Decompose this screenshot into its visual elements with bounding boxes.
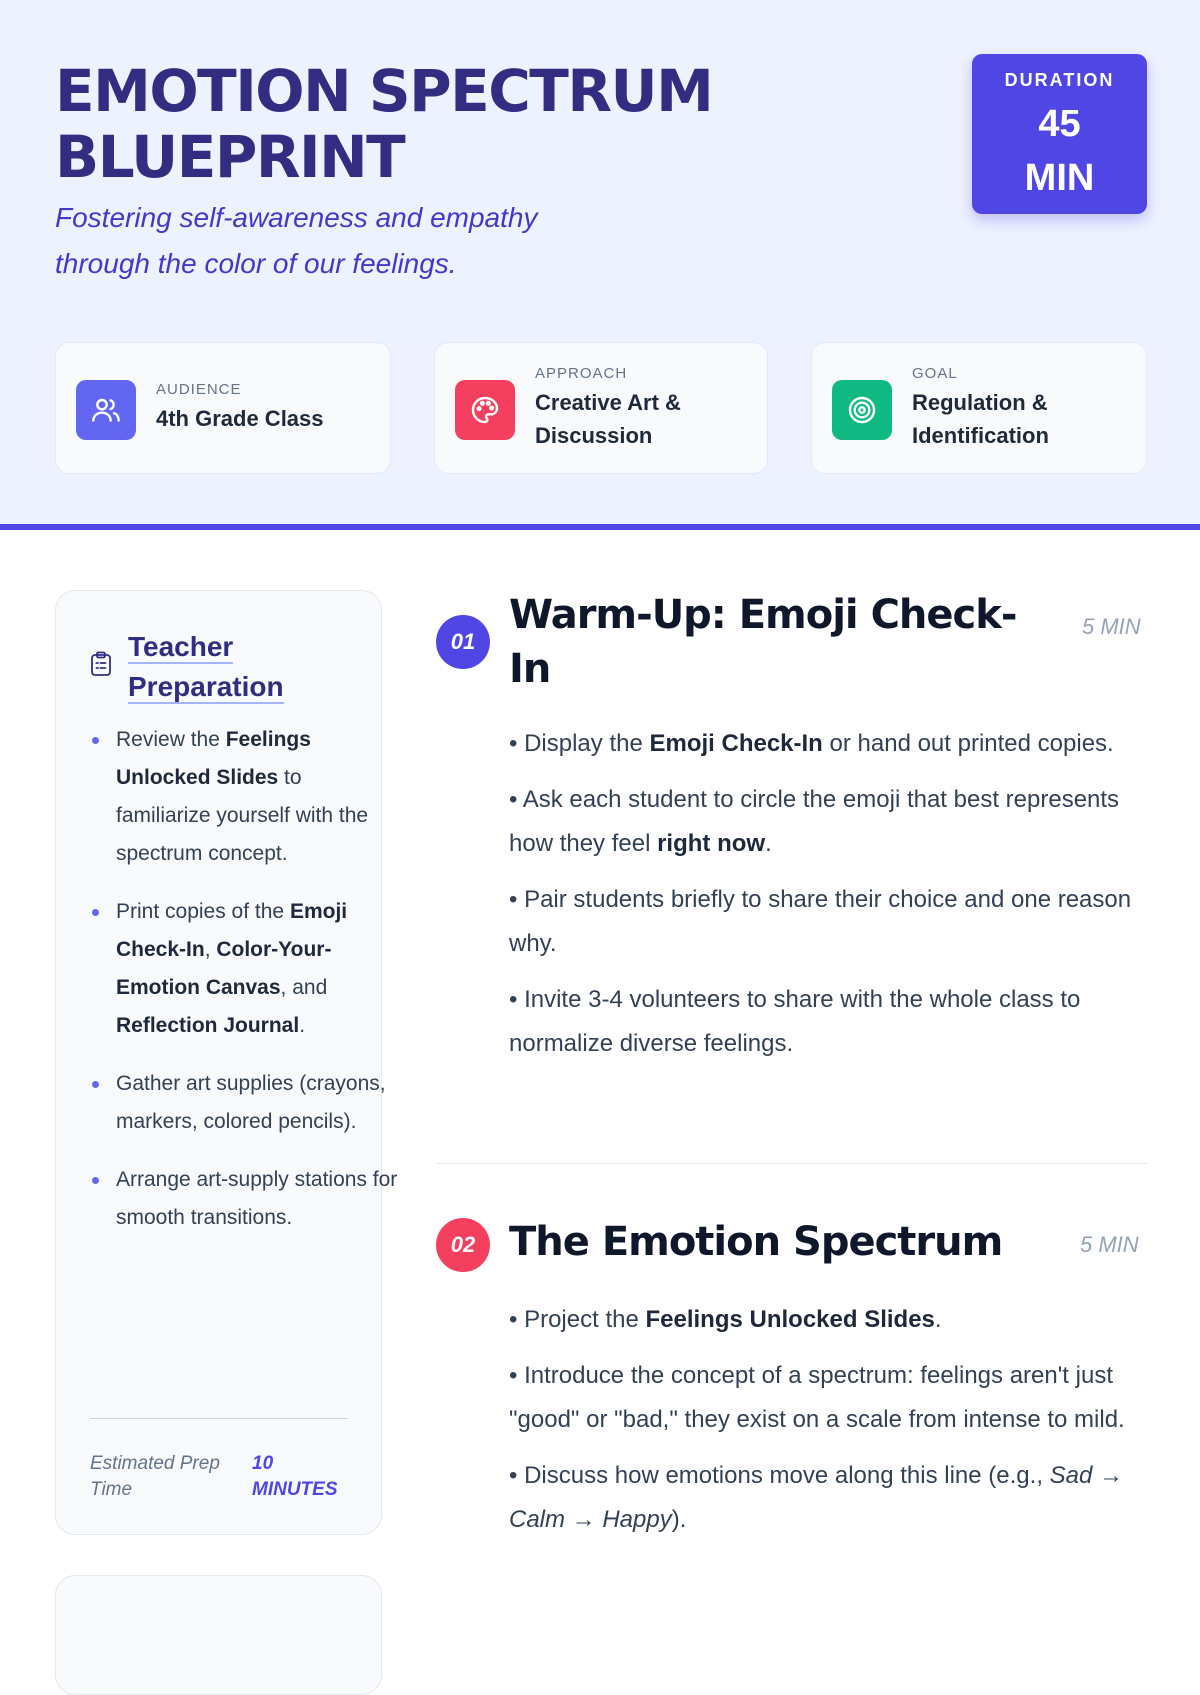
page-title: EMOTION SPECTRUM BLUEPRINT <box>55 57 713 191</box>
duration-badge <box>972 54 1147 214</box>
list-item: Print copies of the Emoji Check-In, Color-Your-Emotion Canvas, and Reflection Journal. <box>90 893 400 1045</box>
step-time: 5 MIN <box>1082 614 1141 639</box>
list-item: • Introduce the concept of a spectrum: feelings aren't just "good" or "bad," they exist on a scale from intense to mild. <box>509 1362 1125 1433</box>
users-icon <box>76 380 136 440</box>
prep-time-value: 10 MINUTES <box>252 1453 338 1500</box>
duration-label: DURATION <box>1004 70 1115 90</box>
list-item: • Discuss how emotions move along this line (e.g., Sad → Calm → Happy). <box>509 1462 1124 1533</box>
duration-value: 45 MIN <box>1024 103 1095 199</box>
prep-list <box>90 721 400 1257</box>
step-number-badge: 01 <box>436 615 490 669</box>
list-item: Review the Feelings Unlocked Slides to familiarize yourself with the spectrum concept. <box>90 721 400 873</box>
step-title: The Emotion Spectrum <box>509 1219 1003 1265</box>
list-item: • Pair students briefly to share their choice and one reason why. <box>509 886 1132 957</box>
card-key: GOAL <box>912 364 958 382</box>
header-banner <box>0 0 1200 530</box>
list-item: Arrange art-supply stations for smooth transitions. <box>90 1161 400 1237</box>
page-subtitle: Fostering self-awareness and empathy through the color of our feelings. <box>55 202 538 279</box>
list-item: • Ask each student to circle the emoji that best represents how they feel right now. <box>509 786 1120 857</box>
target-icon <box>832 380 892 440</box>
info-card-audience <box>55 342 391 474</box>
prep-title-text: Teacher Preparation <box>128 631 284 702</box>
list-item: • Invite 3-4 volunteers to share with the whole class to normalize diverse feelings. <box>509 986 1081 1057</box>
step-time: 5 MIN <box>1080 1232 1139 1257</box>
palette-icon <box>455 380 515 440</box>
info-card-goal <box>811 342 1147 474</box>
prep-title <box>128 627 381 707</box>
card-key: APPROACH <box>535 364 628 382</box>
card-value: 4th Grade Class <box>156 406 324 431</box>
card-value: Creative Art & Discussion <box>535 389 681 448</box>
list-item: • Project the Feelings Unlocked Slides. <box>509 1306 942 1333</box>
clipboard-icon <box>90 651 112 681</box>
step-number-badge: 02 <box>436 1218 490 1272</box>
info-card-approach <box>434 342 768 474</box>
step-bullets <box>509 1298 1149 1554</box>
prep-time-label: Estimated Prep Time <box>90 1453 220 1500</box>
teacher-preparation-panel <box>55 590 398 1535</box>
card-value: Regulation & Identification <box>912 389 1049 448</box>
card-key: AUDIENCE <box>156 381 242 398</box>
step-bullets <box>509 722 1149 1078</box>
list-item: • Display the Emoji Check-In or hand out printed copies. <box>509 730 1114 757</box>
divider <box>436 1163 1148 1164</box>
list-item: Gather art supplies (crayons, markers, colored pencils). <box>90 1065 400 1141</box>
divider <box>90 1418 348 1419</box>
step-title: Warm-Up: Emoji Check-In <box>509 592 1017 692</box>
secondary-panel <box>55 1575 382 1695</box>
